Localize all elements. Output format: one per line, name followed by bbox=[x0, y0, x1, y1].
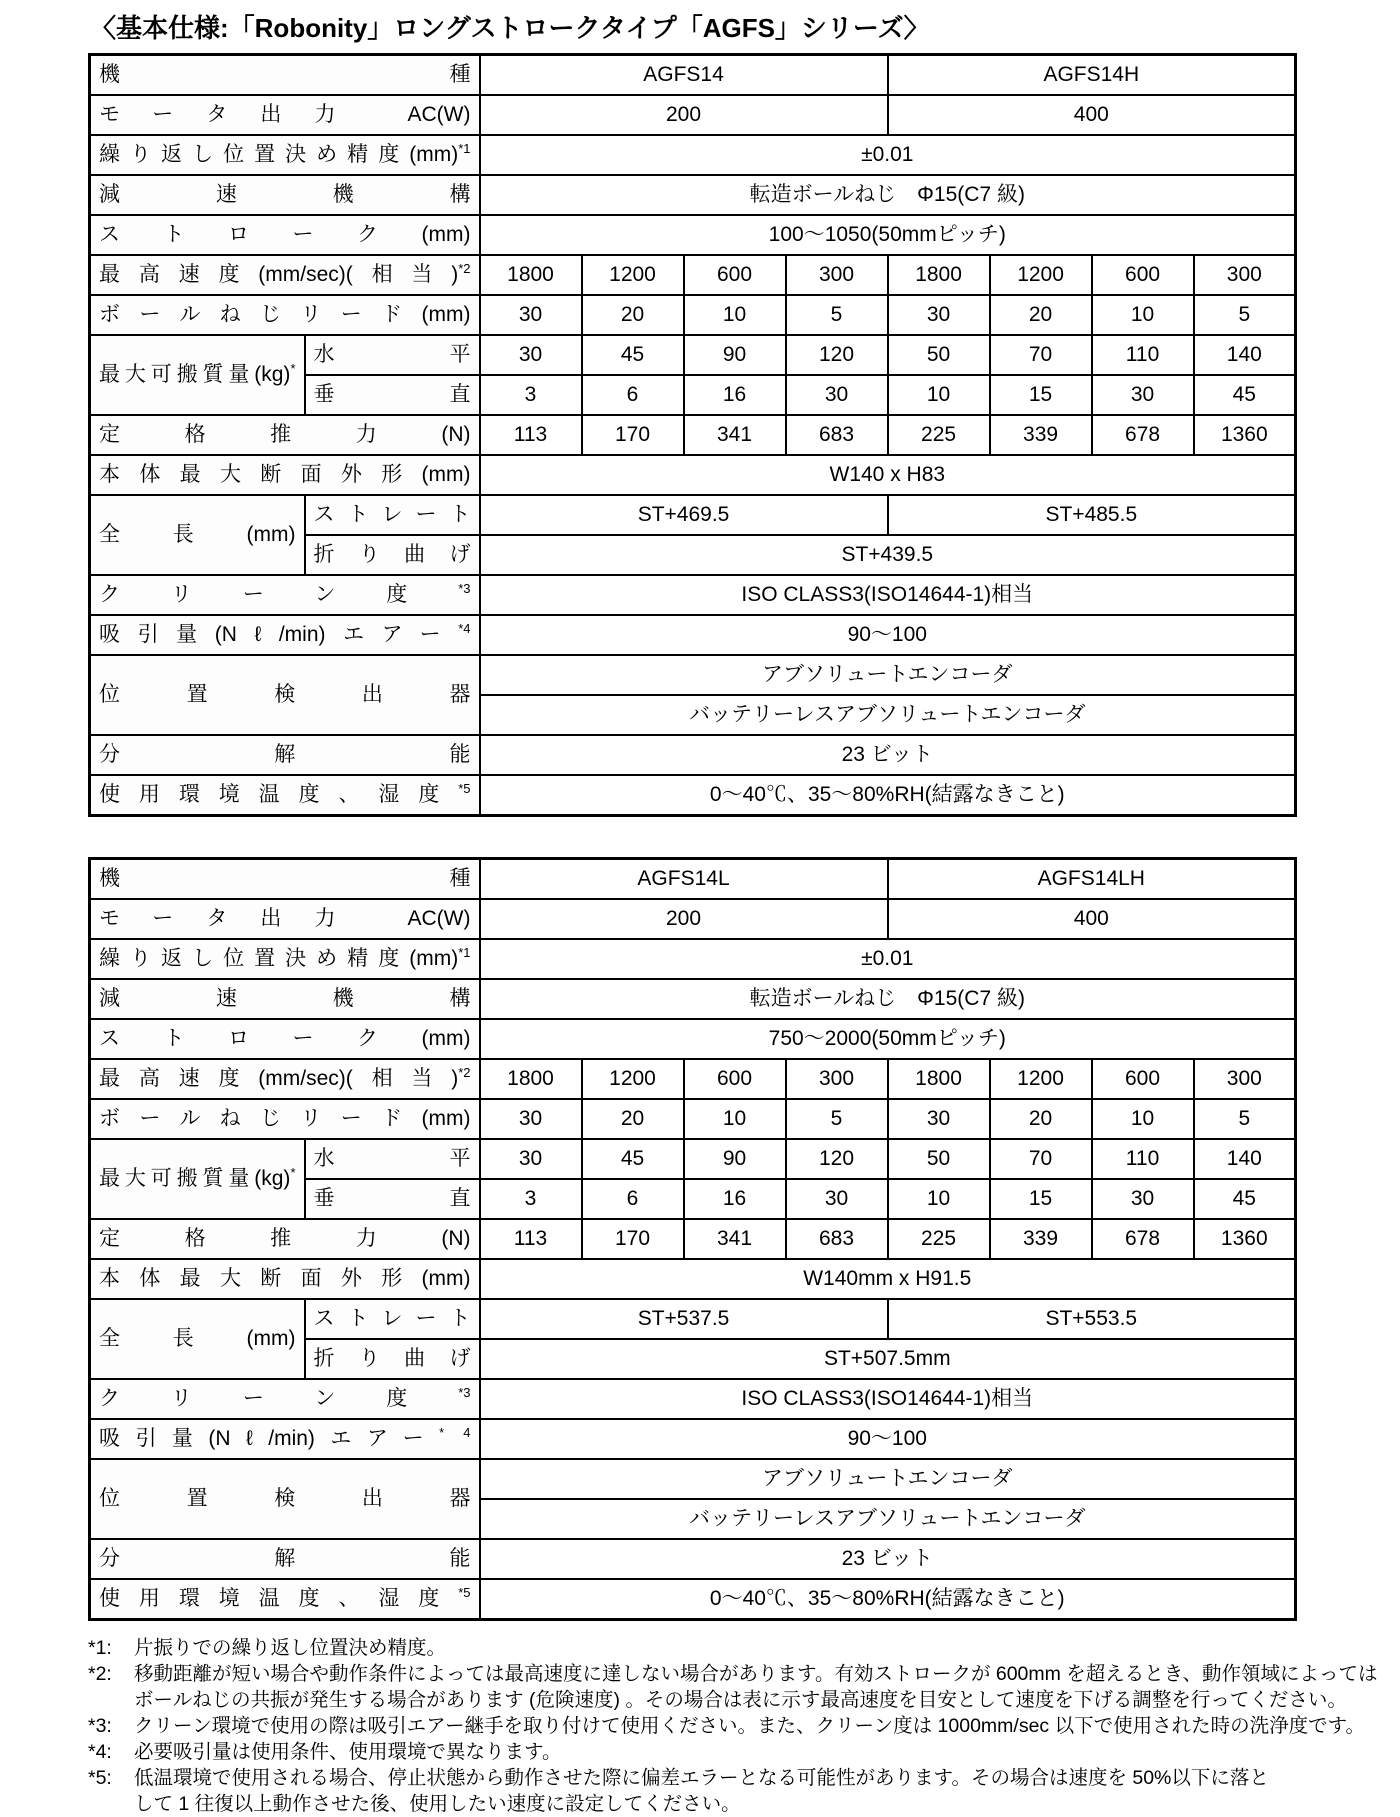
t2-lead-8: 5 bbox=[1194, 1099, 1296, 1139]
table-row bbox=[90, 899, 1296, 939]
row-label-lead: ボールねじリード(mm) bbox=[90, 1099, 480, 1139]
footnote-2 bbox=[88, 1661, 1378, 1713]
t2-environment: 0〜40℃、35〜80%RH(結露なきこと) bbox=[480, 1579, 1296, 1620]
t1-mechanism: 転造ボールねじ Φ15(C7 級) bbox=[480, 175, 1296, 215]
row-label-vertical: 垂直 bbox=[305, 1179, 480, 1219]
t1-speed-7: 600 bbox=[1092, 255, 1194, 295]
t2-vertical-7: 30 bbox=[1092, 1179, 1194, 1219]
t2-vertical-4: 30 bbox=[786, 1179, 888, 1219]
t1-vertical-5: 10 bbox=[888, 375, 990, 415]
footnotes bbox=[88, 1635, 1378, 1817]
t2-motor-2: 400 bbox=[888, 899, 1296, 939]
t1-thrust-3: 341 bbox=[684, 415, 786, 455]
footnote-text: 必要吸引量は使用条件、使用環境で異なります。 bbox=[134, 1741, 562, 1763]
t2-lead-3: 10 bbox=[684, 1099, 786, 1139]
row-label-accuracy: 繰り返し位置決め精度(mm)$^{*1}$ bbox=[90, 135, 480, 175]
t1-model-1: AGFS14 bbox=[480, 55, 888, 96]
t2-thrust-3: 341 bbox=[684, 1219, 786, 1259]
footnote-1 bbox=[88, 1635, 1318, 1661]
t2-stroke: 750〜2000(50mmピッチ) bbox=[480, 1019, 1296, 1059]
row-label-straight: ストレート bbox=[305, 495, 480, 535]
table-row bbox=[90, 1259, 1296, 1299]
t2-thrust-4: 683 bbox=[786, 1219, 888, 1259]
table-row bbox=[90, 1019, 1296, 1059]
t2-speed-1: 1800 bbox=[480, 1059, 582, 1099]
footnote-marker: *3: bbox=[88, 1715, 112, 1737]
table-row bbox=[90, 1299, 1296, 1339]
t1-speed-8: 300 bbox=[1194, 255, 1296, 295]
row-label-environment: 使用環境温度、湿度$^{*5}$ bbox=[90, 775, 480, 816]
t2-cross-section: W140mm x H91.5 bbox=[480, 1259, 1296, 1299]
t1-thrust-8: 1360 bbox=[1194, 415, 1296, 455]
t2-resolution: 23 ビット bbox=[480, 1539, 1296, 1579]
t2-speed-4: 300 bbox=[786, 1059, 888, 1099]
t2-vertical-2: 6 bbox=[582, 1179, 684, 1219]
row-label-horizontal: 水平 bbox=[305, 335, 480, 375]
t2-thrust-1: 113 bbox=[480, 1219, 582, 1259]
t1-horizontal-3: 90 bbox=[684, 335, 786, 375]
t1-bent: ST+439.5 bbox=[480, 535, 1296, 575]
t1-lead-5: 30 bbox=[888, 295, 990, 335]
t1-vertical-3: 16 bbox=[684, 375, 786, 415]
table-row bbox=[90, 135, 1296, 175]
row-label-speed: 最高速度(mm/sec)(相当)$^{*2}$ bbox=[90, 1059, 480, 1099]
t2-horizontal-4: 120 bbox=[786, 1139, 888, 1179]
t2-lead-7: 10 bbox=[1092, 1099, 1194, 1139]
t1-motor-2: 400 bbox=[888, 95, 1296, 135]
t1-thrust-1: 113 bbox=[480, 415, 582, 455]
footnote-text: 低温環境で使用される場合、停止状態から動作させた際に偏差エラーとなる可能性があります。その場合は速度を 50%以下に落と bbox=[134, 1767, 1269, 1789]
t1-thrust-4: 683 bbox=[786, 415, 888, 455]
t2-speed-7: 600 bbox=[1092, 1059, 1194, 1099]
t1-vertical-1: 3 bbox=[480, 375, 582, 415]
footnote-marker: *4: bbox=[88, 1741, 112, 1763]
t1-motor-1: 200 bbox=[480, 95, 888, 135]
t2-horizontal-5: 50 bbox=[888, 1139, 990, 1179]
table-row bbox=[90, 655, 1296, 695]
t2-mechanism: 転造ボールねじ Φ15(C7 級) bbox=[480, 979, 1296, 1019]
t2-model-1: AGFS14L bbox=[480, 859, 888, 900]
row-label-clean: クリーン度$^{*3}$ bbox=[90, 1379, 480, 1419]
footnote-marker: *5: bbox=[88, 1767, 112, 1789]
row-label-cross-section: 本体最大断面外形(mm) bbox=[90, 1259, 480, 1299]
row-label-length: 全長(mm) bbox=[90, 1299, 305, 1379]
row-label-mechanism: 減速機構 bbox=[90, 979, 480, 1019]
t2-suction: 90〜100 bbox=[480, 1419, 1296, 1459]
row-label-length: 全長(mm) bbox=[90, 495, 305, 575]
t1-lead-2: 20 bbox=[582, 295, 684, 335]
t2-horizontal-7: 110 bbox=[1092, 1139, 1194, 1179]
footnote-marker: *2: bbox=[88, 1663, 112, 1685]
t1-horizontal-8: 140 bbox=[1194, 335, 1296, 375]
t1-model-2: AGFS14H bbox=[888, 55, 1296, 96]
t2-accuracy: ±0.01 bbox=[480, 939, 1296, 979]
t1-suction: 90〜100 bbox=[480, 615, 1296, 655]
t1-horizontal-5: 50 bbox=[888, 335, 990, 375]
row-label-model: 機種 bbox=[90, 859, 480, 900]
t1-encoder-abs: アブソリュートエンコーダ bbox=[480, 655, 1296, 695]
t1-speed-5: 1800 bbox=[888, 255, 990, 295]
t1-thrust-6: 339 bbox=[990, 415, 1092, 455]
t1-lead-6: 20 bbox=[990, 295, 1092, 335]
t1-resolution: 23 ビット bbox=[480, 735, 1296, 775]
t1-speed-6: 1200 bbox=[990, 255, 1092, 295]
t2-lead-4: 5 bbox=[786, 1099, 888, 1139]
row-label-suction: 吸引量(Nℓ/min)エアー$^{*4}$ bbox=[90, 615, 480, 655]
table-row bbox=[90, 175, 1296, 215]
table-row bbox=[90, 979, 1296, 1019]
spec-table-agfs14l bbox=[88, 857, 1297, 1621]
t2-speed-8: 300 bbox=[1194, 1059, 1296, 1099]
spec-table-agfs14 bbox=[88, 53, 1297, 817]
t1-speed-2: 1200 bbox=[582, 255, 684, 295]
table-gap bbox=[88, 817, 1400, 857]
table-row bbox=[90, 1379, 1296, 1419]
row-label-model: 機種 bbox=[90, 55, 480, 96]
t2-speed-2: 1200 bbox=[582, 1059, 684, 1099]
footnote-3 bbox=[88, 1713, 1366, 1739]
table-row bbox=[90, 775, 1296, 816]
t1-straight-2: ST+485.5 bbox=[888, 495, 1296, 535]
table-row bbox=[90, 859, 1296, 900]
footnote-text: して 1 往復以上動作させた後、使用したい速度に設定してください。 bbox=[134, 1793, 741, 1815]
t1-vertical-8: 45 bbox=[1194, 375, 1296, 415]
row-label-detector: 位置検出器 bbox=[90, 1459, 480, 1539]
t2-thrust-6: 339 bbox=[990, 1219, 1092, 1259]
t2-lead-5: 30 bbox=[888, 1099, 990, 1139]
row-label-detector: 位置検出器 bbox=[90, 655, 480, 735]
footnote-5 bbox=[88, 1765, 1318, 1817]
t2-motor-1: 200 bbox=[480, 899, 888, 939]
row-label-straight: ストレート bbox=[305, 1299, 480, 1339]
t1-speed-3: 600 bbox=[684, 255, 786, 295]
t2-horizontal-6: 70 bbox=[990, 1139, 1092, 1179]
table-row bbox=[90, 495, 1296, 535]
row-label-payload: 最大可搬質量(kg)* bbox=[90, 1139, 305, 1219]
t1-horizontal-4: 120 bbox=[786, 335, 888, 375]
t1-encoder-batteryless: バッテリーレスアブソリュートエンコーダ bbox=[480, 695, 1296, 735]
row-label-vertical: 垂直 bbox=[305, 375, 480, 415]
t2-horizontal-1: 30 bbox=[480, 1139, 582, 1179]
t1-vertical-2: 6 bbox=[582, 375, 684, 415]
table-row bbox=[90, 1099, 1296, 1139]
row-label-lead: ボールねじリード(mm) bbox=[90, 295, 480, 335]
t1-cross-section: W140 x H83 bbox=[480, 455, 1296, 495]
footnote-text: 移動距離が短い場合や動作条件によっては最高速度に達しない場合があります。有効ストロークが 600mm を超えるとき、動作領域によっては bbox=[134, 1663, 1378, 1685]
row-label-thrust: 定格推力(N) bbox=[90, 415, 480, 455]
table-row bbox=[90, 1139, 1296, 1179]
table-row bbox=[90, 1459, 1296, 1499]
t1-clean: ISO CLASS3(ISO14644-1)相当 bbox=[480, 575, 1296, 615]
table-row bbox=[90, 1579, 1296, 1620]
row-label-accuracy: 繰り返し位置決め精度(mm)$^{*1}$ bbox=[90, 939, 480, 979]
row-label-clean: クリーン度$^{*3}$ bbox=[90, 575, 480, 615]
t1-environment: 0〜40℃、35〜80%RH(結露なきこと) bbox=[480, 775, 1296, 816]
table-row bbox=[90, 255, 1296, 295]
t1-lead-1: 30 bbox=[480, 295, 582, 335]
t2-bent: ST+507.5mm bbox=[480, 1339, 1296, 1379]
t1-lead-4: 5 bbox=[786, 295, 888, 335]
t2-horizontal-3: 90 bbox=[684, 1139, 786, 1179]
t1-horizontal-2: 45 bbox=[582, 335, 684, 375]
t2-thrust-7: 678 bbox=[1092, 1219, 1194, 1259]
table-row bbox=[90, 335, 1296, 375]
row-label-horizontal: 水平 bbox=[305, 1139, 480, 1179]
table-row bbox=[90, 215, 1296, 255]
t1-vertical-7: 30 bbox=[1092, 375, 1194, 415]
row-label-suction: 吸引量(Nℓ/min)エアー$^{* 4}$ bbox=[90, 1419, 480, 1459]
table-row bbox=[90, 1219, 1296, 1259]
t1-thrust-5: 225 bbox=[888, 415, 990, 455]
row-label-bent: 折り曲げ bbox=[305, 1339, 480, 1379]
row-label-stroke: ストローク(mm) bbox=[90, 215, 480, 255]
t1-horizontal-7: 110 bbox=[1092, 335, 1194, 375]
t1-horizontal-1: 30 bbox=[480, 335, 582, 375]
t2-vertical-6: 15 bbox=[990, 1179, 1092, 1219]
t1-speed-4: 300 bbox=[786, 255, 888, 295]
row-label-speed: 最高速度(mm/sec)(相当)$^{*2}$ bbox=[90, 255, 480, 295]
t1-lead-8: 5 bbox=[1194, 295, 1296, 335]
table-row bbox=[90, 95, 1296, 135]
footnote-marker: *1: bbox=[88, 1637, 112, 1659]
row-label-stroke: ストローク(mm) bbox=[90, 1019, 480, 1059]
t2-straight-1: ST+537.5 bbox=[480, 1299, 888, 1339]
footnote-text: ボールねじの共振が発生する場合があります (危険速度) 。その場合は表に示す最高速度を目安として速度を下げる調整を行ってください。 bbox=[134, 1689, 1347, 1711]
t1-thrust-2: 170 bbox=[582, 415, 684, 455]
t2-thrust-8: 1360 bbox=[1194, 1219, 1296, 1259]
t1-stroke: 100〜1050(50mmピッチ) bbox=[480, 215, 1296, 255]
footnote-text: クリーン環境で使用の際は吸引エアー継手を取り付けて使用ください。また、クリーン度は 1000mm/sec 以下で使用された時の洗浄度です。 bbox=[134, 1715, 1366, 1737]
t2-speed-6: 1200 bbox=[990, 1059, 1092, 1099]
t2-horizontal-8: 140 bbox=[1194, 1139, 1296, 1179]
row-label-payload: 最大可搬質量(kg)* bbox=[90, 335, 305, 415]
table-row bbox=[90, 939, 1296, 979]
t2-lead-1: 30 bbox=[480, 1099, 582, 1139]
t2-horizontal-2: 45 bbox=[582, 1139, 684, 1179]
t2-vertical-3: 16 bbox=[684, 1179, 786, 1219]
t1-straight-1: ST+469.5 bbox=[480, 495, 888, 535]
t2-encoder-abs: アブソリュートエンコーダ bbox=[480, 1459, 1296, 1499]
t1-lead-7: 10 bbox=[1092, 295, 1194, 335]
t1-vertical-4: 30 bbox=[786, 375, 888, 415]
row-label-cross-section: 本体最大断面外形(mm) bbox=[90, 455, 480, 495]
t2-vertical-1: 3 bbox=[480, 1179, 582, 1219]
row-label-motor: モータ出力 AC(W) bbox=[90, 899, 480, 939]
t1-vertical-6: 15 bbox=[990, 375, 1092, 415]
row-label-motor: モータ出力 AC(W) bbox=[90, 95, 480, 135]
row-label-mechanism: 減速機構 bbox=[90, 175, 480, 215]
t1-accuracy: ±0.01 bbox=[480, 135, 1296, 175]
row-label-thrust: 定格推力(N) bbox=[90, 1219, 480, 1259]
table-row bbox=[90, 575, 1296, 615]
table-row bbox=[90, 455, 1296, 495]
t2-speed-5: 1800 bbox=[888, 1059, 990, 1099]
t2-lead-6: 20 bbox=[990, 1099, 1092, 1139]
page-title: 〈基本仕様:「Robonity」ロングストロークタイプ「AGFS」シリーズ〉 bbox=[90, 13, 930, 43]
footnote-text: 片振りでの繰り返し位置決め精度。 bbox=[134, 1637, 447, 1659]
t2-vertical-8: 45 bbox=[1194, 1179, 1296, 1219]
t2-model-2: AGFS14LH bbox=[888, 859, 1296, 900]
table-row bbox=[90, 55, 1296, 96]
table-row bbox=[90, 1059, 1296, 1099]
t2-thrust-2: 170 bbox=[582, 1219, 684, 1259]
table-row bbox=[90, 295, 1296, 335]
t2-lead-2: 20 bbox=[582, 1099, 684, 1139]
t1-lead-3: 10 bbox=[684, 295, 786, 335]
row-label-resolution: 分解能 bbox=[90, 735, 480, 775]
t2-straight-2: ST+553.5 bbox=[888, 1299, 1296, 1339]
row-label-resolution: 分解能 bbox=[90, 1539, 480, 1579]
row-label-bent: 折り曲げ bbox=[305, 535, 480, 575]
t2-encoder-batteryless: バッテリーレスアブソリュートエンコーダ bbox=[480, 1499, 1296, 1539]
table-row bbox=[90, 615, 1296, 655]
t2-vertical-5: 10 bbox=[888, 1179, 990, 1219]
t2-clean: ISO CLASS3(ISO14644-1)相当 bbox=[480, 1379, 1296, 1419]
table-row bbox=[90, 1539, 1296, 1579]
table-row bbox=[90, 415, 1296, 455]
t1-horizontal-6: 70 bbox=[990, 335, 1092, 375]
t1-speed-1: 1800 bbox=[480, 255, 582, 295]
table-row bbox=[90, 1419, 1296, 1459]
t1-thrust-7: 678 bbox=[1092, 415, 1194, 455]
footnote-4 bbox=[88, 1739, 1318, 1765]
t2-thrust-5: 225 bbox=[888, 1219, 990, 1259]
row-label-environment: 使用環境温度、湿度$^{*5}$ bbox=[90, 1579, 480, 1620]
table-row bbox=[90, 735, 1296, 775]
t2-speed-3: 600 bbox=[684, 1059, 786, 1099]
